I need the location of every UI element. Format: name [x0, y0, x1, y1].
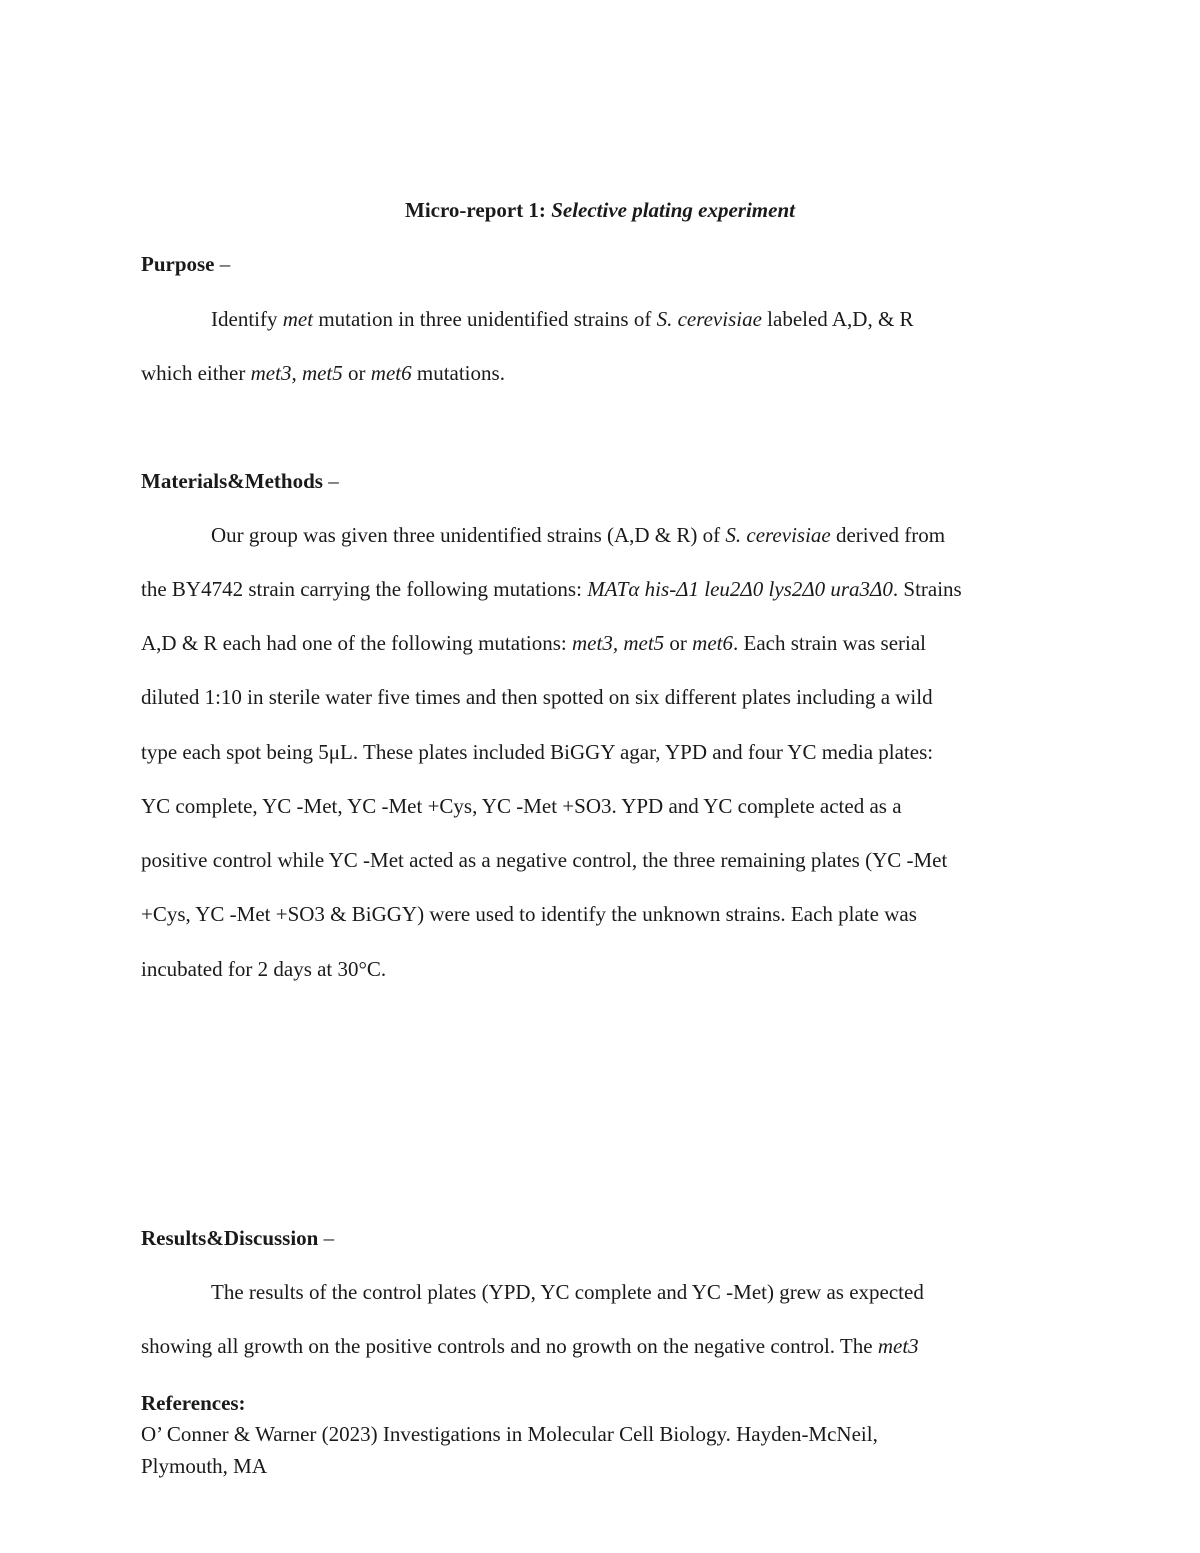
text-segment: diluted 1:10 in sterile water five times and then spotted on six different plates including a wild	[141, 685, 933, 709]
italic-text-segment: met3	[877, 1334, 919, 1358]
methods-line-5	[141, 738, 933, 766]
italic-text-segment: met3, met5	[250, 361, 343, 385]
text-segment: . Each strain was serial	[733, 631, 927, 655]
italic-text-segment: MATα his-Δ1 leu2Δ0 lys2Δ0 ura3Δ0	[587, 577, 893, 601]
text-segment: or	[342, 361, 371, 385]
results-line-2	[141, 1332, 919, 1360]
text-segment: mutations.	[411, 361, 505, 385]
italic-text-segment: met6	[692, 631, 733, 655]
text-segment: which either	[141, 361, 251, 385]
text-segment: or	[664, 631, 693, 655]
methods-line-8	[141, 900, 917, 928]
reference-entry-line-2: Plymouth, MA	[141, 1454, 268, 1478]
methods-line-7	[141, 846, 947, 874]
text-segment: incubated for 2 days at 30°C.	[141, 957, 387, 981]
purpose-line-1	[211, 305, 914, 333]
methods-line-3	[141, 629, 926, 657]
italic-text-segment: met	[282, 307, 314, 331]
text-segment: derived from	[830, 523, 946, 547]
text-segment: The results of the control plates (YPD, YC complete and YC -Met) grew as expected	[211, 1280, 924, 1304]
title-prefix: Micro-report 1:	[405, 198, 552, 222]
text-segment: the BY4742 strain carrying the following mutations:	[141, 577, 588, 601]
italic-text-segment: S. cerevisiae	[656, 307, 762, 331]
italic-text-segment: met6	[370, 361, 412, 385]
text-segment: labeled A,D, & R	[761, 307, 914, 331]
purpose-line-2	[141, 359, 505, 387]
text-segment: +Cys, YC -Met +SO3 & BiGGY) were used to identify the unknown strains. Each plate was	[141, 902, 917, 926]
reference-entry-line-1: O’ Conner & Warner (2023) Investigations in Molecular Cell Biology. Hayden-McNeil,	[141, 1422, 878, 1446]
methods-line-1	[211, 521, 945, 549]
title-subtitle: Selective plating experiment	[551, 198, 795, 222]
methods-line-2	[141, 575, 962, 603]
methods-line-9	[141, 955, 386, 983]
results-line-1	[211, 1278, 924, 1306]
methods-line-4	[141, 683, 933, 711]
purpose-heading: Purpose –	[141, 252, 231, 276]
text-segment: Our group was given three unidentified strains (A,D & R) of	[211, 523, 726, 547]
references-heading: References:	[141, 1391, 246, 1415]
text-segment: . Strains	[892, 577, 962, 601]
text-segment: type each spot being 5μL. These plates included BiGGY agar, YPD and four YC media plates:	[141, 740, 934, 764]
text-segment: A,D & R each had one of the following mutations:	[141, 631, 573, 655]
page-title	[0, 196, 1200, 224]
text-segment: positive control while YC -Met acted as a negative control, the three remaining plates (YC -Met	[141, 848, 948, 872]
text-segment: YC complete, YC -Met, YC -Met +Cys, YC -Met +SO3. YPD and YC complete acted as a	[141, 794, 902, 818]
text-segment: Identify	[211, 307, 283, 331]
methods-line-6	[141, 792, 902, 820]
italic-text-segment: met3, met5	[572, 631, 665, 655]
italic-text-segment: S. cerevisiae	[725, 523, 831, 547]
text-segment: mutation in three unidentified strains of	[313, 307, 657, 331]
text-segment: showing all growth on the positive controls and no growth on the negative control. The	[141, 1334, 878, 1358]
methods-heading: Materials&Methods –	[141, 469, 339, 493]
results-heading: Results&Discussion –	[141, 1226, 335, 1250]
